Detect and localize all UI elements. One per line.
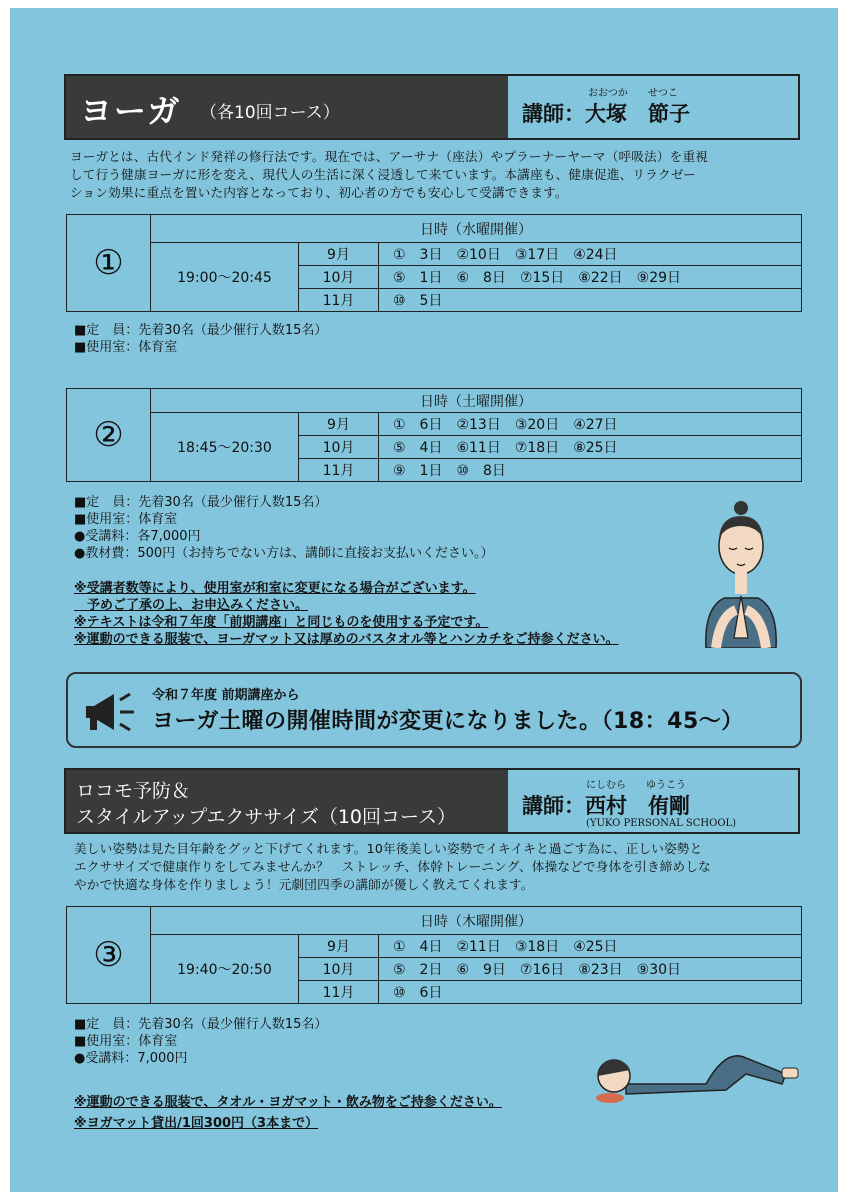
yoga-instructor: 講師：大塚 節子 (522, 102, 690, 126)
locomo-description-line: 美しい姿勢は見た目年齢をグッと下げてくれます。10年後美しい姿勢でイキイキと過ごす為に、正しい姿勢と (74, 841, 703, 856)
course1-time: 19:00～20:45 (151, 243, 299, 312)
locomo-instructor-ruby: にしむら ゆうこう (586, 780, 686, 791)
course3-info (74, 1016, 327, 1067)
yoga-description (70, 148, 810, 202)
schedule-dates: ⑩ 6日 (379, 981, 802, 1004)
banner-main-text: ヨーガ土曜の開催時間が変更になりました。（18：45～） (152, 709, 744, 734)
course1-schedule-table (66, 214, 802, 312)
schedule-dates: ⑤ 4日 ⑥11日 ⑦18日 ⑧25日 (379, 436, 802, 459)
schedule-month: 9月 (299, 935, 379, 958)
banner-small-text: 令和７年度 前期講座から (152, 688, 300, 703)
locomo-description (74, 840, 814, 894)
locomo-description-line: エクササイズで健康作りをしてみませんか？ ストレッチ、体幹トレーニング、体操などで身体を引き締めしな (74, 859, 711, 874)
info-line: ■定 員：先着30名（最少催行人数15名） (74, 1017, 328, 1032)
yoga-description-line: して行う健康ヨーガに形を変え、現代人の生活に深く浸透して来ています。本講座も、健康促進、リラクゼー (70, 167, 696, 182)
locomo-title-bar (66, 770, 508, 832)
flyer-page (10, 8, 838, 1192)
yoga-subtitle: （各10回コース） (200, 103, 340, 123)
schedule-month: 9月 (299, 413, 379, 436)
course1-number: ① (67, 215, 151, 312)
schedule-month: 10月 (299, 958, 379, 981)
info-line: ■使用室：体育室 (74, 340, 178, 355)
note-line: 予めご了承の上、お申込みください。 (74, 598, 309, 613)
schedule-month: 11月 (299, 981, 379, 1004)
info-line: ●受講料：7,000円 (74, 1051, 188, 1066)
schedule-month: 11月 (299, 289, 379, 312)
locomo-description-line: やかで快適な身体を作りましょう！元劇団四季の講師が優しく教えてくれます。 (74, 877, 534, 892)
schedule-month: 10月 (299, 436, 379, 459)
course2-time: 18:45～20:30 (151, 413, 299, 482)
schedule-month: 10月 (299, 266, 379, 289)
locomo-title-line2: スタイルアップエクササイズ（10回コース） (76, 806, 457, 828)
course3-time: 19:40～20:50 (151, 935, 299, 1004)
note-line: ※運動のできる服装で、タオル・ヨガマット・飲み物をご持参ください。 (74, 1095, 502, 1110)
yoga-description-line: ション効果に重点を置いた内容となっており、初心者の方でも安心して受講できます。 (70, 185, 568, 200)
note-line: ※ヨガマット貸出/1回300円（3本まで） (74, 1116, 319, 1131)
schedule-dates: ⑤ 2日 ⑥ 9日 ⑦16日 ⑧23日 ⑨30日 (379, 958, 802, 981)
note-line: ※運動のできる服装で、ヨーガマット又は厚めのバスタオル等とハンカチをご持参ください。 (74, 632, 619, 647)
course3-number: ③ (67, 907, 151, 1004)
course3-schedule-table (66, 906, 802, 1004)
schedule-dates: ⑤ 1日 ⑥ 8日 ⑦15日 ⑧22日 ⑨29日 (379, 266, 802, 289)
course3-header: 日時（木曜開催） (151, 907, 802, 935)
locomo-notes (74, 1094, 502, 1132)
locomo-instructor: 講師：西村 侑剛 (522, 794, 690, 818)
schedule-dates: ① 4日 ②11日 ③18日 ④25日 (379, 935, 802, 958)
schedule-month: 9月 (299, 243, 379, 266)
info-line: ●教材費：500円（お持ちでない方は、講師に直接お支払いください。） (74, 546, 494, 561)
locomo-instructor-school: (YUKO PERSONAL SCHOOL) (586, 818, 737, 829)
schedule-change-banner (66, 672, 802, 748)
schedule-dates: ⑩ 5日 (379, 289, 802, 312)
yoga-description-line: ヨーガとは、古代インド発祥の修行法です。現在では、アーサナ（座法）やプラーナーヤーマ（呼吸法）を重視 (70, 149, 709, 164)
schedule-month: 11月 (299, 459, 379, 482)
course1-info (74, 322, 327, 356)
yoga-instructor-ruby: おおつか せつこ (588, 88, 678, 99)
info-line: ●受講料：各7,000円 (74, 529, 201, 544)
locomo-title-line1: ロコモ予防＆ (76, 780, 191, 802)
yoga-notes (74, 580, 619, 648)
info-line: ■使用室：体育室 (74, 1034, 178, 1049)
yoga-title-bar (66, 76, 508, 138)
info-line: ■定 員：先着30名（最少催行人数15名） (74, 323, 328, 338)
course2-info (74, 494, 494, 562)
schedule-dates: ① 3日 ②10日 ③17日 ④24日 (379, 243, 802, 266)
lying-person-illustration (586, 1038, 806, 1104)
course2-header: 日時（土曜開催） (151, 389, 802, 413)
course2-schedule-table (66, 388, 802, 482)
yoga-title: ヨーガ (80, 92, 182, 130)
course2-number: ② (67, 389, 151, 482)
meditating-woman-illustration (696, 498, 786, 648)
info-line: ■定 員：先着30名（最少催行人数15名） (74, 495, 328, 510)
schedule-dates: ⑨ 1日 ⑩ 8日 (379, 459, 802, 482)
schedule-dates: ① 6日 ②13日 ③20日 ④27日 (379, 413, 802, 436)
info-line: ■使用室：体育室 (74, 512, 178, 527)
course1-header: 日時（水曜開催） (151, 215, 802, 243)
megaphone-icon (80, 688, 138, 736)
note-line: ※受講者数等により、使用室が和室に変更になる場合がございます。 (74, 581, 476, 596)
note-line: ※テキストは令和７年度「前期講座」と同じものを使用する予定です。 (74, 615, 489, 630)
